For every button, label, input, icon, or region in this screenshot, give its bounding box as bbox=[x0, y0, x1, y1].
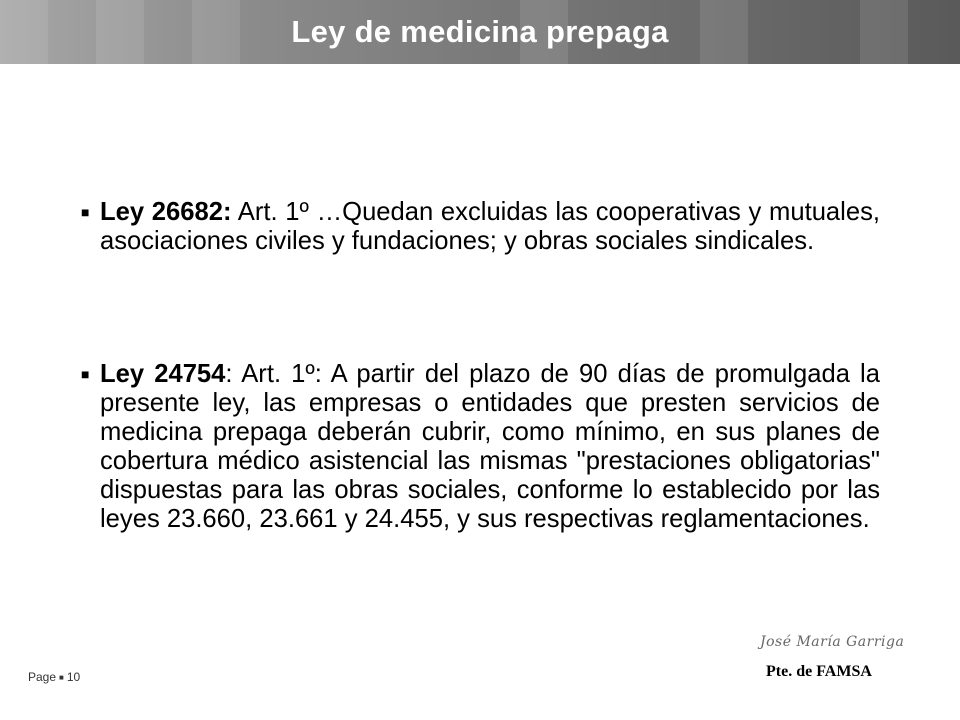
law-reference: Ley 26682: bbox=[100, 198, 232, 226]
bullet-ley-24754 bbox=[78, 360, 880, 534]
law-reference: Ley 24754 bbox=[100, 360, 226, 388]
bullet-ley-26682 bbox=[78, 198, 880, 256]
title-bar bbox=[0, 0, 960, 64]
page-number bbox=[28, 670, 80, 684]
signature-role: Pte. de FAMSA bbox=[766, 663, 872, 680]
page-number-value: 10 bbox=[66, 670, 81, 684]
signature-name: José María Garriga bbox=[760, 634, 905, 650]
slide-body bbox=[78, 198, 880, 534]
bullet-text: : Art. 1º: A partir del plazo de 90 días de promulgada la presente ley, las empresas o entidades que presten servicios de medicina prepaga deberán cubrir, como mínimo, en sus planes de cobertura médico asistencial las mismas "prestaciones obligatorias" dispuestas para las obras sociales, conforme lo establecido por las leyes 23.660, 23.661 y 24.455, y sus respectivas reglamentaciones. bbox=[100, 360, 880, 533]
bullet-text: Art. 1º …Quedan excluidas las cooperativas y mutuales, asociaciones civiles y fundaciones; y obras sociales sindicales. bbox=[100, 198, 880, 255]
bullet-square-icon: ■ bbox=[81, 366, 90, 382]
page-label: Page bbox=[28, 670, 57, 684]
bullet-square-icon: ■ bbox=[81, 204, 90, 220]
page-separator-icon: ■ bbox=[59, 673, 64, 682]
slide-title: Ley de medicina prepaga bbox=[291, 14, 669, 49]
